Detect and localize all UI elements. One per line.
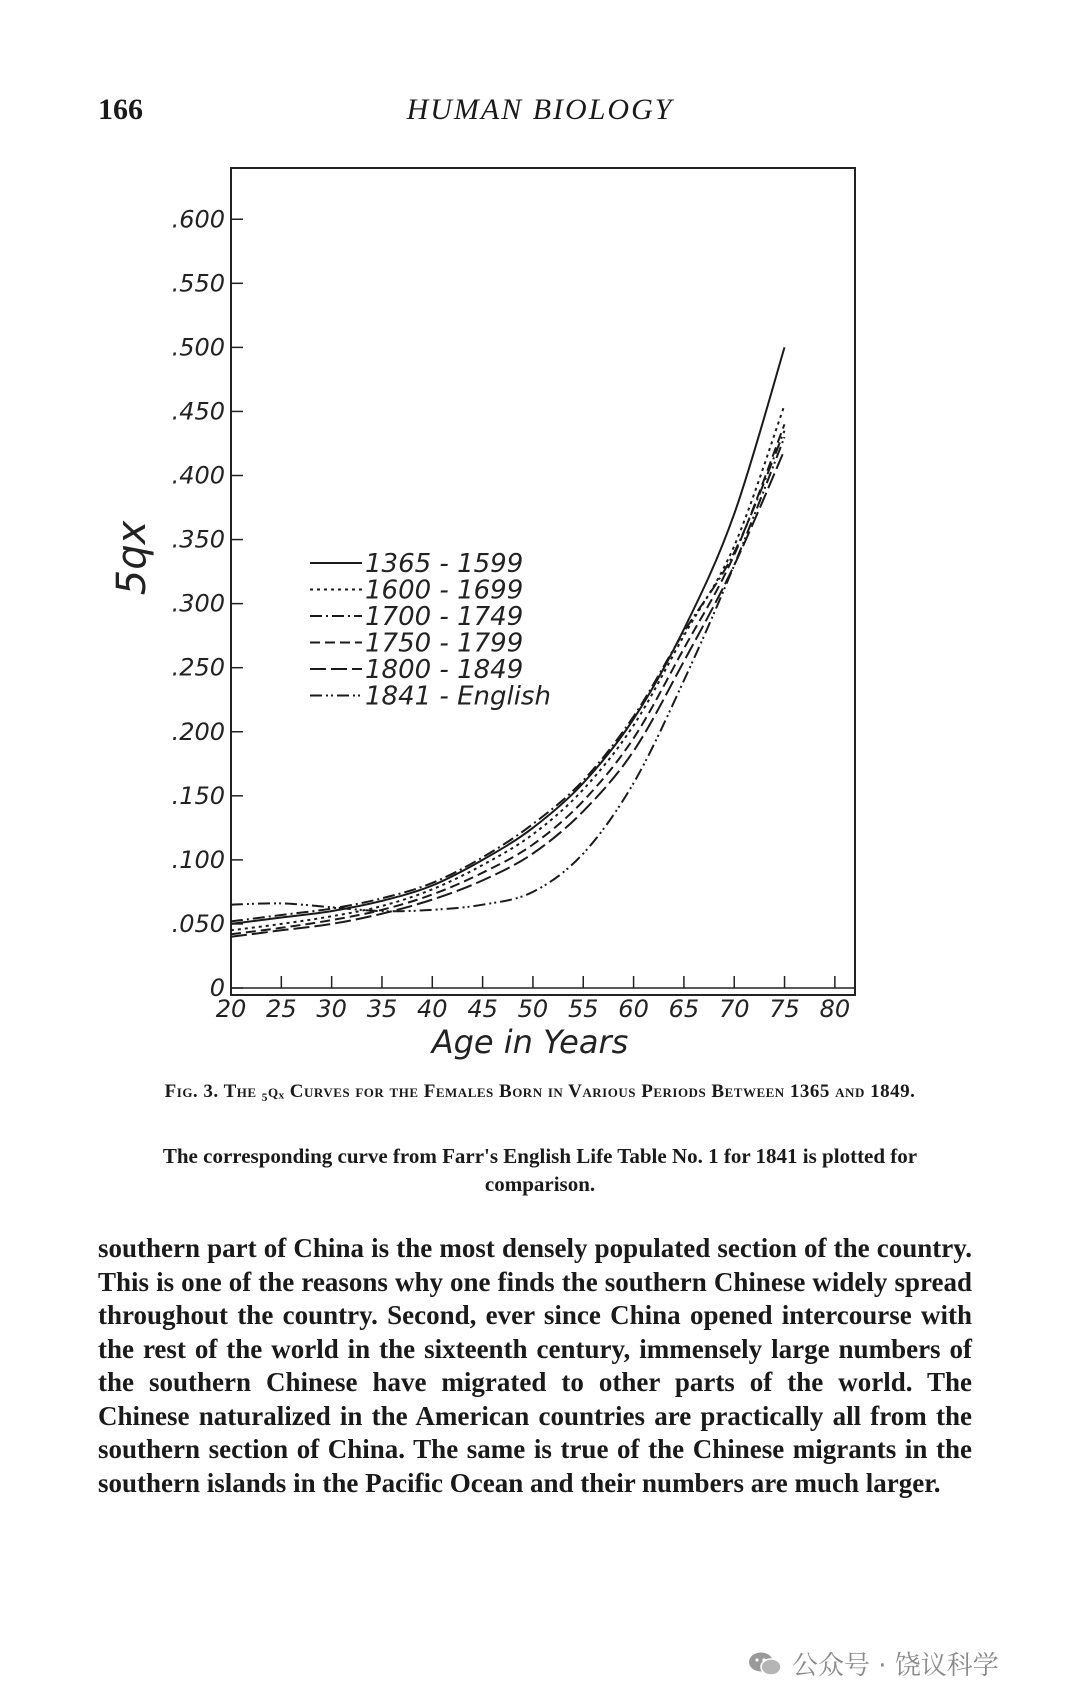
- y-tick-label: .200: [171, 717, 225, 746]
- watermark-text: 公众号 · 饶议科学: [792, 1651, 999, 1681]
- y-tick-label: 0: [209, 974, 225, 1002]
- watermark: [748, 1645, 999, 1682]
- x-tick-label: 50: [517, 995, 549, 1023]
- y-tick-label: .050: [171, 909, 225, 938]
- legend-label: 1600 - 1699: [365, 575, 524, 606]
- wechat-icon: [748, 1651, 782, 1677]
- y-tick-label: .400: [171, 461, 225, 490]
- y-tick-label: .350: [171, 525, 225, 554]
- x-tick-label: 30: [316, 995, 347, 1023]
- figure-caption-note: The corresponding curve from Farr's English Life Table No. 1 for 1841 is plotted for comparison.: [162, 1144, 918, 1196]
- legend: [310, 549, 551, 712]
- y-axis-ticks: [172, 205, 243, 1002]
- x-tick-label: 20: [215, 995, 247, 1023]
- x-axis-label: Age in Years: [431, 1023, 629, 1061]
- legend-label: 1365 - 1599: [365, 549, 524, 579]
- x-tick-label: 60: [618, 995, 649, 1023]
- y-axis-label: 5qx: [109, 520, 155, 596]
- x-axis-ticks: [216, 976, 850, 1023]
- legend-label: 1750 - 1799: [365, 628, 524, 659]
- y-tick-label: .100: [171, 845, 225, 874]
- y-tick-label: .300: [171, 589, 225, 618]
- x-tick-label: 55: [567, 995, 599, 1023]
- figure-caption-title: Fig. 3. The ₅qₓ Curves for the Females Born in Various Periods Between 1365 and 1849.: [164, 1081, 916, 1102]
- y-tick-label: .250: [171, 653, 225, 682]
- legend-label: 1700 - 1749: [365, 602, 524, 632]
- x-tick-label: 35: [366, 995, 398, 1023]
- running-head: HUMAN BIOLOGY: [406, 93, 674, 126]
- x-tick-label: 65: [668, 995, 700, 1023]
- page-number: 166: [98, 93, 143, 126]
- plot-frame: [231, 168, 855, 995]
- legend-label: 1800 - 1849: [365, 655, 524, 685]
- y-tick-label: .550: [171, 269, 225, 298]
- x-tick-label: 70: [718, 995, 750, 1023]
- y-tick-label: .450: [171, 397, 225, 426]
- x-tick-label: 45: [467, 995, 498, 1023]
- y-tick-label: .500: [171, 333, 225, 362]
- body-paragraph: southern part of China is the most densely populated section of the country. This is one of the reasons why one finds the southern Chinese widely spread throughout the country. Second, ever since China opened intercourse with the rest of the world in the sixteenth century, immensely large numbers of the southern Chinese have migrated to other parts of the world. The Chinese naturalized in the American countries are practically all from the southern section of China. The same is true of the Chinese migrants in the southern islands in the Pacific Ocean and their numbers are much larger.: [98, 1233, 972, 1498]
- y-tick-label: .150: [171, 781, 225, 810]
- x-tick-label: 80: [819, 995, 851, 1023]
- x-tick-label: 25: [266, 995, 297, 1023]
- legend-label: 1841 - English: [365, 681, 551, 712]
- x-tick-label: 40: [417, 995, 448, 1023]
- y-tick-label: .600: [171, 205, 225, 234]
- x-tick-label: 75: [769, 995, 800, 1023]
